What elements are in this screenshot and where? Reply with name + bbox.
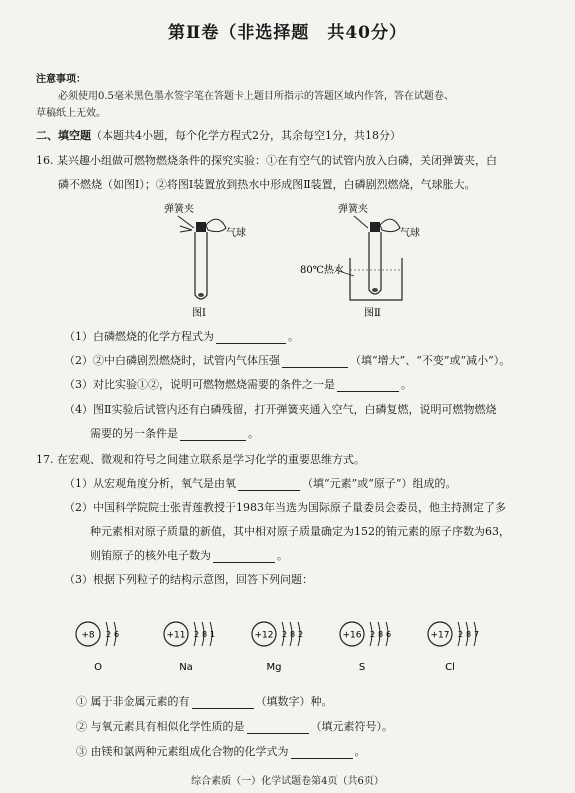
fig1-stopper: [196, 222, 206, 232]
q16-stem-line-1: 16. 某兴趣小组做可燃物燃烧条件的探究实验：①在有空气的试管内放入白磷，关闭弹簧夹，白: [36, 154, 497, 167]
q17-answer-blank-1[interactable]: [238, 479, 300, 491]
q17-answer-blank-3[interactable]: [192, 697, 254, 709]
nucleus-charge: +11: [166, 630, 186, 641]
fig2-balloon-label: 气球: [400, 228, 420, 239]
q17-part-3: （3）根据下列粒子的结构示意图，回答下列问题：: [64, 573, 313, 586]
fig1-caption: 图Ⅰ: [192, 308, 206, 319]
q16-answer-blank-3[interactable]: [337, 380, 399, 392]
electron-count: 6: [113, 630, 120, 639]
q16-part-4-line-2: 需要的另一条件是 。: [90, 427, 259, 440]
atomic-structure-diagrams: [70, 614, 510, 674]
fig1-test-tube: [195, 232, 207, 299]
electron-count: 7: [473, 630, 480, 639]
section-title: 第Ⅱ卷（非选择题 共40分）: [168, 23, 407, 43]
fig1-balloon-label: 气球: [226, 228, 246, 239]
fig1-balloon-icon: [206, 219, 226, 231]
electron-count: 6: [385, 630, 392, 639]
fig2-white-phosphorus: [372, 288, 378, 292]
atom-diagram-mg: [252, 622, 303, 673]
q16-part-4-line-1: （4）图Ⅱ实验后试管内还有白磷残留，打开弹簧夹通入空气，白磷复燃，说明可燃物燃烧: [64, 403, 497, 416]
element-symbol: O: [94, 662, 102, 673]
q17-sub-2: ② 与氧元素具有相似化学性质的是 （填元素符号）。: [76, 720, 393, 733]
notice-line-1: 必须使用0.5毫米黑色墨水签字笔在答题卡上题目所指示的答题区域内作答，答在试题卷、: [58, 91, 454, 102]
fig2-stopper: [370, 222, 380, 232]
electron-count: 8: [201, 630, 208, 639]
electron-count: 1: [209, 630, 216, 639]
figure-2: [300, 202, 420, 319]
element-symbol: Na: [179, 662, 193, 673]
section-2-desc: （本题共4小题，每个化学方程式2分，其余每空1分，共18分）: [91, 129, 401, 142]
electron-count: 2: [457, 630, 464, 639]
q16-stem-line-2: 磷不燃烧（如图Ⅰ）；②将图Ⅰ装置放到热水中形成图Ⅱ装置，白磷剧烈燃烧，气球胀大。: [58, 178, 476, 191]
q17-stem: 17. 在宏观、微观和符号之间建立联系是学习化学的重要思维方式。: [36, 453, 365, 466]
q17-part-2-line-1: （2）中国科学院院士张青莲教授于1983年当选为国际原子量委员会委员，他主持测定了多: [64, 501, 506, 514]
q17-answer-blank-4[interactable]: [247, 722, 309, 734]
q17-part-2-line-2: 种元素相对原子质量的新值，其中相对原子质量确定为152的铕元素的原子序数为63，: [90, 525, 510, 538]
fig2-balloon-icon: [380, 219, 400, 231]
electron-count: 8: [289, 630, 296, 639]
element-symbol: Cl: [445, 662, 455, 673]
nucleus-charge: +17: [430, 630, 450, 641]
page-footer: 综合素质（一）化学试题卷第4页（共6页）: [191, 776, 384, 787]
q17-part-1: （1）从宏观角度分析，氧气是由氧 （填“元素”或“原子”）组成的。: [64, 477, 457, 490]
q17-sub-1: ① 属于非金属元素的有 （填数字）种。: [76, 695, 333, 708]
q17-part-2-line-3: 则铕原子的核外电子数为 。: [90, 549, 288, 562]
electron-count: 2: [281, 630, 288, 639]
electron-count: 2: [297, 630, 304, 639]
nucleus-charge: +8: [81, 630, 95, 641]
fig2-caption: 图Ⅱ: [364, 308, 381, 319]
q16-apparatus-figure: [150, 200, 440, 322]
q17-number: 17.: [36, 453, 54, 466]
electron-count: 8: [465, 630, 472, 639]
notice-line-2: 草稿纸上无效。: [36, 108, 106, 119]
q16-answer-blank-4[interactable]: [180, 429, 246, 441]
q16-part-3: （3）对比实验①②，说明可燃物燃烧需要的条件之一是 。: [64, 378, 412, 391]
electron-count: 8: [377, 630, 384, 639]
nucleus-charge: +16: [342, 630, 362, 641]
nucleus-charge: +12: [254, 630, 274, 641]
q16-part-2: （2）②中白磷剧烈燃烧时，试管内气体压强 （填“增大”、“不变”或“减小”）。: [64, 354, 511, 367]
notice-heading: 注意事项：: [36, 74, 86, 85]
q16-answer-blank-1[interactable]: [216, 332, 286, 344]
atom-diagram-o: [76, 622, 119, 673]
q17-answer-blank-5[interactable]: [291, 747, 353, 759]
element-symbol: Mg: [266, 662, 282, 673]
fig2-water-label: 80℃热水: [300, 265, 344, 276]
fig1-clamp-label: 弹簧夹: [164, 204, 194, 215]
q17-sub-3: ③ 由镁和氯两种元素组成化合物的化学式为 。: [76, 745, 366, 758]
fig2-test-tube: [369, 232, 381, 294]
figure-1: [164, 202, 246, 319]
electron-count: 2: [369, 630, 376, 639]
fig2-clamp-label: 弹簧夹: [338, 204, 368, 215]
element-symbol: S: [358, 662, 366, 673]
q16-part-1: （1）白磷燃烧的化学方程式为 。: [64, 330, 299, 343]
q16-number: 16.: [36, 154, 54, 167]
section-2-header: [36, 127, 401, 143]
q17-answer-blank-2[interactable]: [213, 551, 275, 563]
electron-count: 2: [105, 630, 112, 639]
atom-diagram-s: [340, 622, 391, 673]
q16-answer-blank-2[interactable]: [282, 356, 348, 368]
atom-diagram-cl: [428, 622, 479, 673]
fig1-white-phosphorus: [198, 293, 204, 297]
atom-diagram-na: [164, 622, 215, 673]
electron-count: 2: [193, 630, 200, 639]
section-2-title: 二、填空题: [36, 129, 91, 142]
